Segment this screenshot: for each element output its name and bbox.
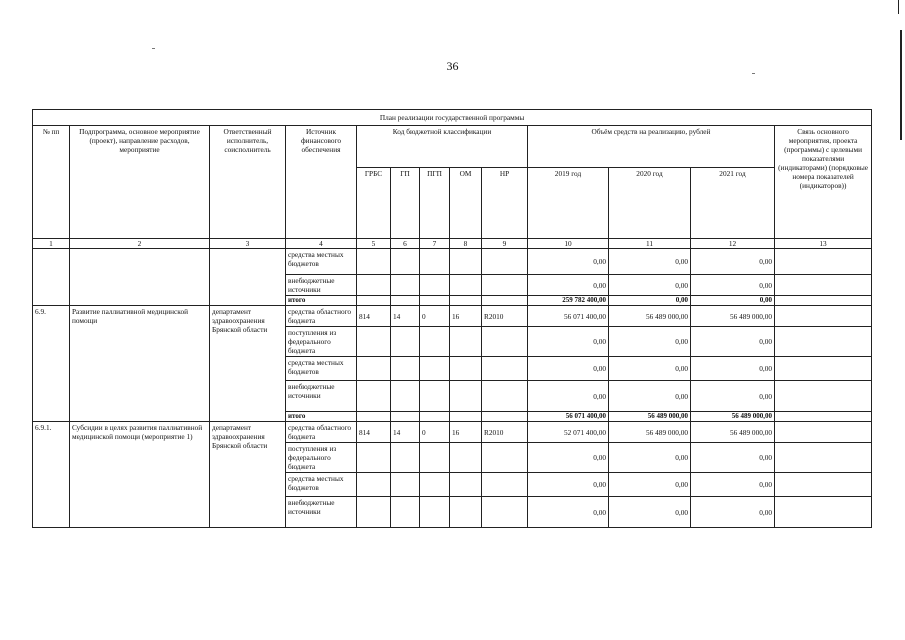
responsible-cell bbox=[210, 249, 286, 306]
table-row bbox=[33, 422, 872, 443]
grbs-cell bbox=[357, 327, 391, 357]
column-number: 11 bbox=[609, 239, 691, 249]
source-cell: внебюджетные источники bbox=[286, 381, 357, 412]
value-2021: 56 489 000,00 bbox=[691, 422, 775, 443]
header-pgp: ПГП bbox=[420, 168, 450, 239]
pgp-cell bbox=[420, 497, 450, 528]
pgp-cell bbox=[420, 443, 450, 473]
value-2020: 0,00 bbox=[609, 275, 691, 296]
value-2019: 52 071 400,00 bbox=[528, 422, 609, 443]
value-2020: 0,00 bbox=[609, 357, 691, 381]
column-number: 9 bbox=[482, 239, 528, 249]
link-cell bbox=[775, 357, 872, 381]
grbs-cell bbox=[357, 412, 391, 422]
scan-speck bbox=[752, 73, 755, 74]
column-number: 13 bbox=[775, 239, 872, 249]
item-responsible: департамент здравоохранения Брянской области bbox=[210, 306, 286, 422]
total-value: 259 782 400,00 bbox=[528, 296, 609, 306]
pgp-cell bbox=[420, 381, 450, 412]
value-2020: 0,00 bbox=[609, 473, 691, 497]
om-cell bbox=[450, 381, 482, 412]
om-cell bbox=[450, 412, 482, 422]
column-number: 10 bbox=[528, 239, 609, 249]
total-value: 0,00 bbox=[609, 296, 691, 306]
om-cell bbox=[450, 443, 482, 473]
grbs-cell bbox=[357, 275, 391, 296]
om-cell bbox=[450, 473, 482, 497]
np-cell bbox=[482, 443, 528, 473]
value-2020: 0,00 bbox=[609, 381, 691, 412]
column-number: 3 bbox=[210, 239, 286, 249]
value-2021: 0,00 bbox=[691, 381, 775, 412]
value-2020: 56 489 000,00 bbox=[609, 422, 691, 443]
value-2021: 0,00 bbox=[691, 249, 775, 275]
total-value: 56 489 000,00 bbox=[609, 412, 691, 422]
link-cell bbox=[775, 497, 872, 528]
header-2021: 2021 год bbox=[691, 168, 775, 239]
gp-cell bbox=[391, 296, 420, 306]
value-2020: 0,00 bbox=[609, 443, 691, 473]
value-2020: 0,00 bbox=[609, 497, 691, 528]
gp-cell bbox=[391, 275, 420, 296]
pgp-cell: 0 bbox=[420, 306, 450, 327]
np-cell bbox=[482, 249, 528, 275]
value-2019: 56 071 400,00 bbox=[528, 306, 609, 327]
pgp-cell bbox=[420, 357, 450, 381]
om-cell: 16 bbox=[450, 422, 482, 443]
value-2020: 56 489 000,00 bbox=[609, 306, 691, 327]
value-2020: 0,00 bbox=[609, 249, 691, 275]
om-cell bbox=[450, 275, 482, 296]
total-label: итого bbox=[286, 412, 357, 422]
header-link: Связь основного мероприятия, проекта (программы) с целевыми показателями (индикаторами) (порядковые номера показателей (индикаторов)) bbox=[775, 126, 872, 239]
source-cell: средства местных бюджетов bbox=[286, 357, 357, 381]
header-2020: 2020 год bbox=[609, 168, 691, 239]
value-2021: 0,00 bbox=[691, 327, 775, 357]
value-2019: 0,00 bbox=[528, 357, 609, 381]
item-responsible: департамент здравоохранения Брянской области bbox=[210, 422, 286, 528]
total-value: 56 071 400,00 bbox=[528, 412, 609, 422]
column-number: 12 bbox=[691, 239, 775, 249]
gp-cell bbox=[391, 381, 420, 412]
np-cell bbox=[482, 497, 528, 528]
source-cell: средства местных бюджетов bbox=[286, 249, 357, 275]
column-number: 6 bbox=[391, 239, 420, 249]
source-cell: средства областного бюджета bbox=[286, 422, 357, 443]
value-2019: 0,00 bbox=[528, 443, 609, 473]
value-2019: 0,00 bbox=[528, 275, 609, 296]
page-number: 36 bbox=[446, 59, 459, 73]
link-cell bbox=[775, 443, 872, 473]
link-cell bbox=[775, 275, 872, 296]
pgp-cell bbox=[420, 327, 450, 357]
plan-table bbox=[32, 109, 872, 528]
gp-cell bbox=[391, 473, 420, 497]
np-cell bbox=[482, 296, 528, 306]
om-cell: 16 bbox=[450, 306, 482, 327]
header-row bbox=[33, 126, 872, 168]
value-2021: 0,00 bbox=[691, 497, 775, 528]
pgp-cell bbox=[420, 275, 450, 296]
om-cell bbox=[450, 497, 482, 528]
header-np: НР bbox=[482, 168, 528, 239]
gp-cell: 14 bbox=[391, 422, 420, 443]
value-2021: 0,00 bbox=[691, 275, 775, 296]
column-number: 1 bbox=[33, 239, 70, 249]
source-cell: поступления из федерального бюджета bbox=[286, 327, 357, 357]
link-cell bbox=[775, 296, 872, 306]
header-grbs: ГРБС bbox=[357, 168, 391, 239]
header-budget-code: Код бюджетной классификации bbox=[357, 126, 528, 168]
table-row bbox=[33, 306, 872, 327]
value-2019: 0,00 bbox=[528, 473, 609, 497]
np-cell: R2010 bbox=[482, 306, 528, 327]
header-2019: 2019 год bbox=[528, 168, 609, 239]
column-number: 7 bbox=[420, 239, 450, 249]
scan-edge-mark bbox=[900, 30, 902, 140]
item-name: Субсидии в целях развития паллиативной медицинской помощи (мероприятие 1) bbox=[70, 422, 210, 528]
value-2019: 0,00 bbox=[528, 381, 609, 412]
gp-cell bbox=[391, 497, 420, 528]
grbs-cell bbox=[357, 443, 391, 473]
np-cell bbox=[482, 473, 528, 497]
pgp-cell bbox=[420, 412, 450, 422]
header-responsible: Ответственный исполнитель, соисполнитель bbox=[210, 126, 286, 239]
gp-cell bbox=[391, 443, 420, 473]
np-cell bbox=[482, 381, 528, 412]
header-om: ОМ bbox=[450, 168, 482, 239]
np-cell bbox=[482, 327, 528, 357]
gp-cell: 14 bbox=[391, 306, 420, 327]
scan-edge-tick bbox=[898, 0, 899, 14]
source-cell: поступления из федерального бюджета bbox=[286, 443, 357, 473]
pgp-cell bbox=[420, 296, 450, 306]
om-cell bbox=[450, 327, 482, 357]
value-2021: 0,00 bbox=[691, 473, 775, 497]
link-cell bbox=[775, 249, 872, 275]
link-cell bbox=[775, 412, 872, 422]
column-number: 5 bbox=[357, 239, 391, 249]
gp-cell bbox=[391, 357, 420, 381]
header-gp: ГП bbox=[391, 168, 420, 239]
column-number: 4 bbox=[286, 239, 357, 249]
om-cell bbox=[450, 357, 482, 381]
link-cell bbox=[775, 327, 872, 357]
total-value: 0,00 bbox=[691, 296, 775, 306]
source-cell: внебюджетные источники bbox=[286, 497, 357, 528]
value-2019: 0,00 bbox=[528, 327, 609, 357]
item-name: Развитие паллиативной медицинской помощи bbox=[70, 306, 210, 422]
link-cell bbox=[775, 306, 872, 327]
grbs-cell bbox=[357, 296, 391, 306]
grbs-cell bbox=[357, 497, 391, 528]
value-2021: 56 489 000,00 bbox=[691, 306, 775, 327]
table-row bbox=[33, 249, 872, 275]
pgp-cell bbox=[420, 473, 450, 497]
gp-cell bbox=[391, 412, 420, 422]
grbs-cell: 814 bbox=[357, 422, 391, 443]
scan-speck bbox=[152, 48, 155, 49]
source-cell: средства областного бюджета bbox=[286, 306, 357, 327]
link-cell bbox=[775, 473, 872, 497]
gp-cell bbox=[391, 327, 420, 357]
om-cell bbox=[450, 296, 482, 306]
value-2021: 0,00 bbox=[691, 357, 775, 381]
column-number: 8 bbox=[450, 239, 482, 249]
value-2021: 0,00 bbox=[691, 443, 775, 473]
num-cell bbox=[33, 249, 70, 306]
item-number: 6.9.1. bbox=[33, 422, 70, 528]
value-2020: 0,00 bbox=[609, 327, 691, 357]
total-label: итого bbox=[286, 296, 357, 306]
grbs-cell bbox=[357, 357, 391, 381]
table-caption: План реализации государственной программы bbox=[33, 110, 872, 126]
np-cell bbox=[482, 275, 528, 296]
value-2019: 0,00 bbox=[528, 497, 609, 528]
item-number: 6.9. bbox=[33, 306, 70, 422]
np-cell bbox=[482, 412, 528, 422]
grbs-cell bbox=[357, 249, 391, 275]
grbs-cell bbox=[357, 381, 391, 412]
header-num: № пп bbox=[33, 126, 70, 239]
header-sources: Источник финансового обеспечения bbox=[286, 126, 357, 239]
np-cell bbox=[482, 357, 528, 381]
np-cell: R2010 bbox=[482, 422, 528, 443]
grbs-cell bbox=[357, 473, 391, 497]
total-value: 56 489 000,00 bbox=[691, 412, 775, 422]
om-cell bbox=[450, 249, 482, 275]
column-number: 2 bbox=[70, 239, 210, 249]
caption-row bbox=[33, 110, 872, 126]
value-2019: 0,00 bbox=[528, 249, 609, 275]
source-cell: средства местных бюджетов bbox=[286, 473, 357, 497]
gp-cell bbox=[391, 249, 420, 275]
header-subprogram: Подпрограмма, основное мероприятие (проект), направление расходов, мероприятие bbox=[70, 126, 210, 239]
header-volume: Объём средств на реализацию, рублей bbox=[528, 126, 775, 168]
column-number-row bbox=[33, 239, 872, 249]
subprogram-cell bbox=[70, 249, 210, 306]
pgp-cell bbox=[420, 249, 450, 275]
grbs-cell: 814 bbox=[357, 306, 391, 327]
link-cell bbox=[775, 381, 872, 412]
source-cell: внебюджетные источники bbox=[286, 275, 357, 296]
link-cell bbox=[775, 422, 872, 443]
pgp-cell: 0 bbox=[420, 422, 450, 443]
